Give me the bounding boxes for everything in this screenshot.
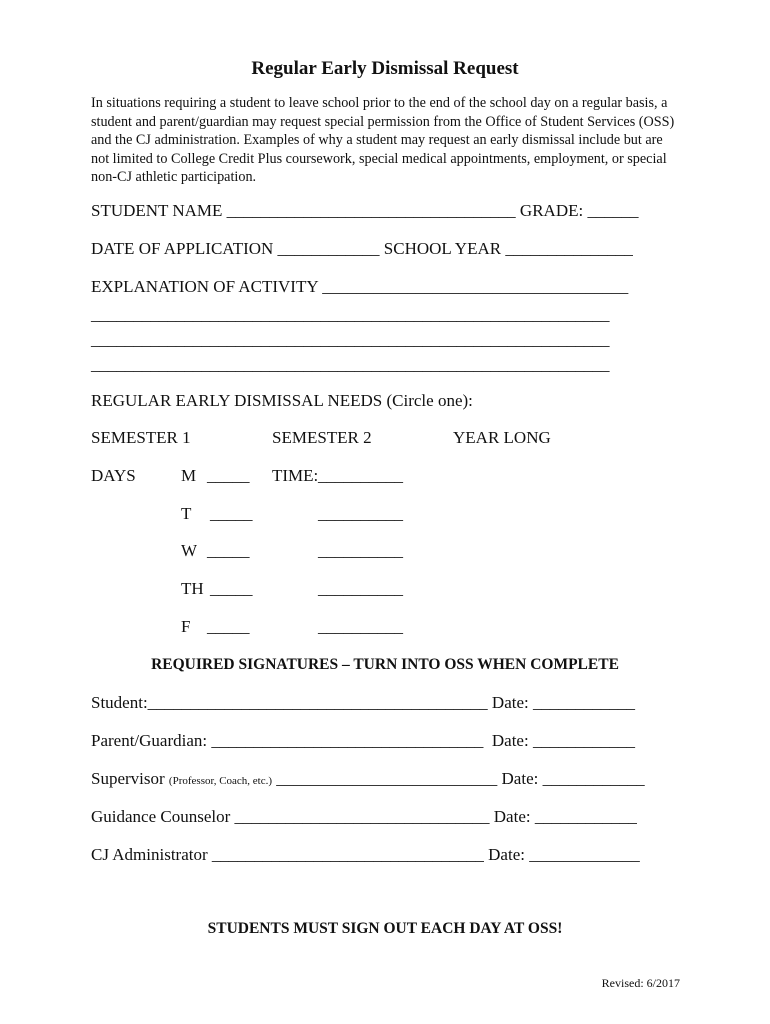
supervisor-blank[interactable]: __________________________ Date: ____________ <box>272 769 645 788</box>
administrator-signature-field[interactable]: CJ Administrator ________________________________ Date: _____________ <box>91 845 640 864</box>
explanation-line-1[interactable]: _____________________________________________________________ <box>91 305 610 324</box>
day-label-th: TH <box>181 579 204 598</box>
time-blank-w[interactable]: __________ <box>318 541 403 560</box>
student-signature-field[interactable]: Student:________________________________________ Date: ____________ <box>91 693 635 712</box>
supervisor-signature-field[interactable] <box>91 769 645 789</box>
option-semester-2[interactable]: SEMESTER 2 <box>272 428 372 447</box>
page-title: Regular Early Dismissal Request <box>251 58 519 79</box>
day-blank-f[interactable]: _____ <box>207 617 250 636</box>
parent-signature-field[interactable]: Parent/Guardian: ________________________________ Date: ____________ <box>91 731 635 750</box>
day-label-w: W <box>181 541 198 560</box>
day-blank-th[interactable]: _____ <box>210 579 253 598</box>
revision-date: Revised: 6/2017 <box>601 976 680 990</box>
explanation-line-2[interactable]: _____________________________________________________________ <box>91 330 610 349</box>
needs-heading: REGULAR EARLY DISMISSAL NEEDS (Circle one): <box>91 391 473 410</box>
time-blank-m[interactable]: __________ <box>318 466 403 485</box>
student-name-field[interactable]: STUDENT NAME __________________________________ GRADE: ______ <box>91 201 639 220</box>
supervisor-note: (Professor, Coach, etc.) <box>168 775 273 787</box>
option-year-long[interactable]: YEAR LONG <box>453 428 551 447</box>
days-label: DAYS <box>91 466 136 485</box>
time-blank-th[interactable]: __________ <box>318 579 403 598</box>
day-label-f: F <box>181 617 191 636</box>
signatures-heading: REQUIRED SIGNATURES – TURN INTO OSS WHEN COMPLETE <box>151 656 619 673</box>
time-label: TIME: <box>272 466 319 485</box>
sign-out-notice: STUDENTS MUST SIGN OUT EACH DAY AT OSS! <box>207 920 563 937</box>
time-blank-f[interactable]: __________ <box>318 617 403 636</box>
time-blank-t[interactable]: __________ <box>318 504 403 523</box>
date-of-application-field[interactable]: DATE OF APPLICATION ____________ SCHOOL YEAR _______________ <box>91 239 633 258</box>
day-blank-t[interactable]: _____ <box>210 504 253 523</box>
option-semester-1[interactable]: SEMESTER 1 <box>91 428 191 447</box>
explanation-line-3[interactable]: _____________________________________________________________ <box>91 355 610 374</box>
day-blank-w[interactable]: _____ <box>207 541 250 560</box>
counselor-signature-field[interactable]: Guidance Counselor ______________________________ Date: ____________ <box>91 807 637 826</box>
day-label-t: T <box>181 504 192 523</box>
explanation-field[interactable]: EXPLANATION OF ACTIVITY ____________________________________ <box>91 277 629 296</box>
day-blank-m[interactable]: _____ <box>207 466 250 485</box>
day-label-m: M <box>181 466 197 485</box>
supervisor-label: Supervisor <box>91 769 169 788</box>
intro-paragraph: In situations requiring a student to leave school prior to the end of the school day on a regular basis, a student and parent/guardian may request special permission from the Office of Student Services (OSS) and the CJ administration. Examples of why a student may request an early dismissal include but are not limited to College Credit Plus coursework, special medical appointments, employment, or special non-CJ athletic participation. <box>91 95 675 186</box>
